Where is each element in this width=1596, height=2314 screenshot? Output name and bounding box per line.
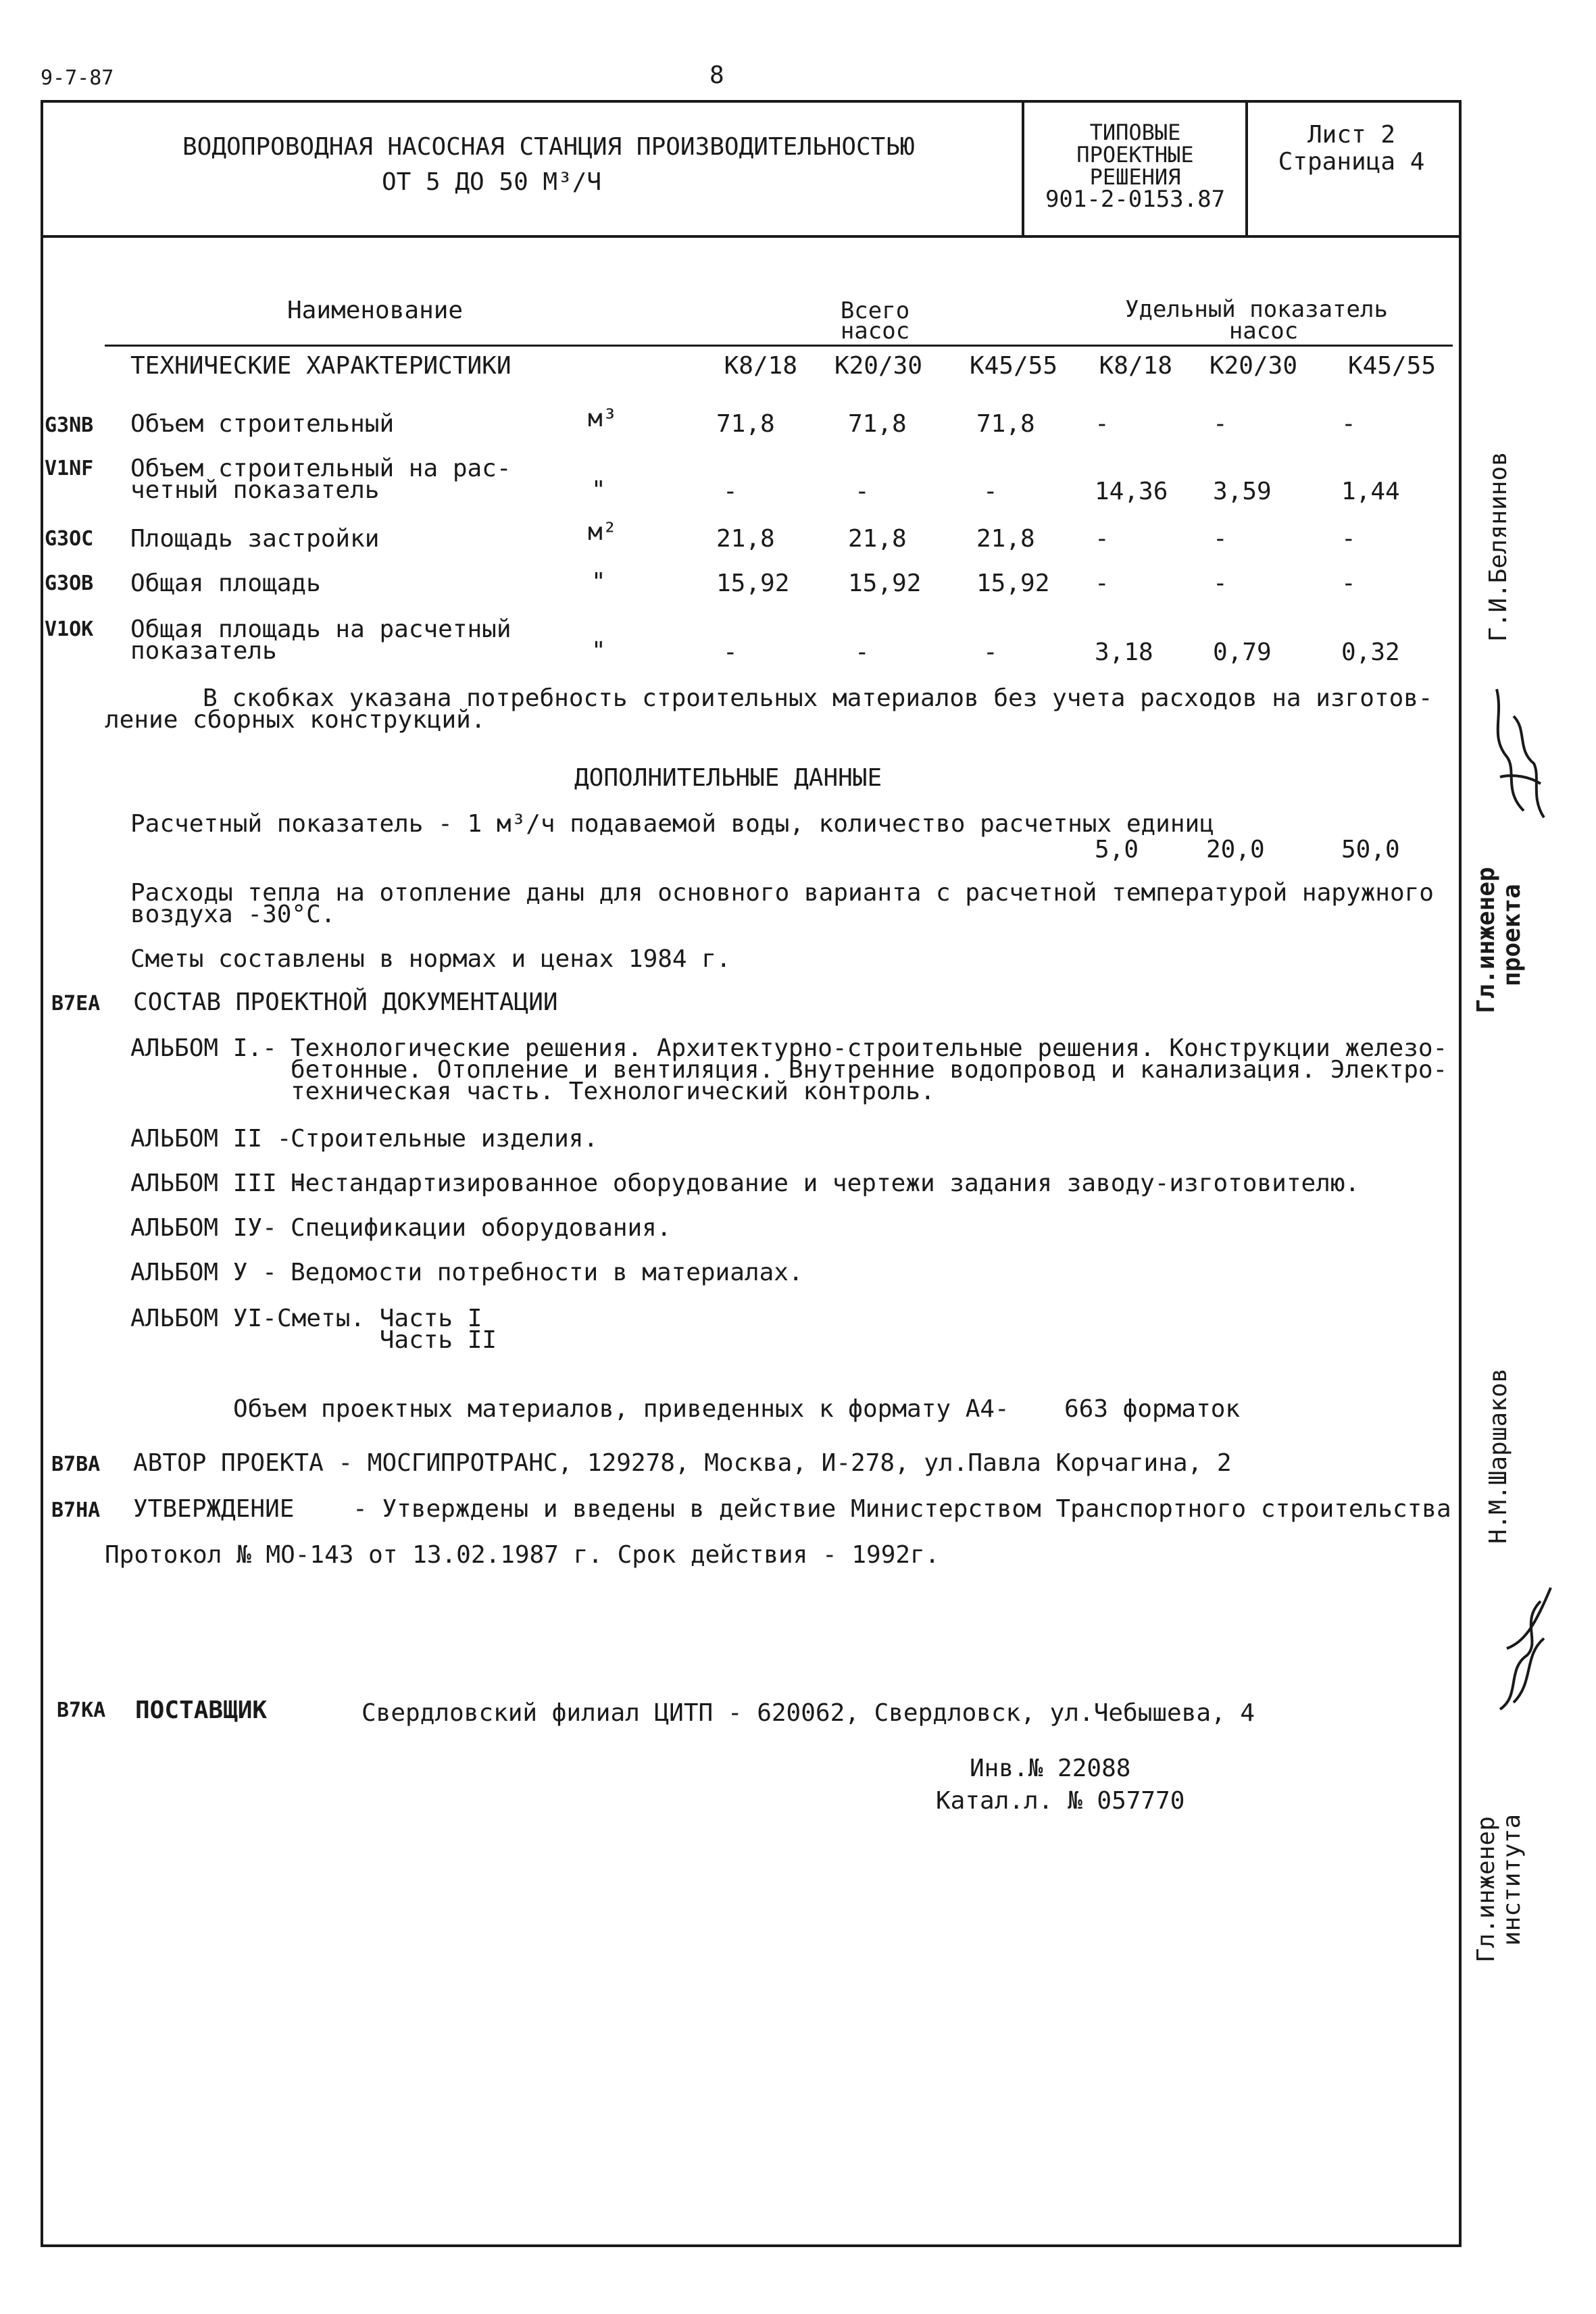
margin-role-institute: института (1498, 1813, 1526, 1946)
album-text: Технологические решения. Архитектурно-строительные решения. Конструкции железо- (291, 1034, 1448, 1062)
row-name: Общая площадь на расчетный (130, 615, 512, 643)
row-unit: м³ (588, 405, 618, 432)
margin-name-belyaninov: Г.И.Белянинов (1485, 451, 1512, 642)
row-value: 71,8 (848, 410, 907, 438)
composition-title: СОСТАВ ПРОЕКТНОЙ ДОКУМЕНТАЦИИ (133, 988, 558, 1016)
calc-indicator-line: Расчетный показатель - 1 м³/ч подаваемой воды, количество расчетных единиц (130, 810, 1214, 838)
album-text: Сметы. Часть I (277, 1305, 482, 1332)
row-value: - (983, 478, 998, 505)
row-name-cont: четный показатель (130, 476, 380, 504)
supplier-label: ПОСТАВЩИК (135, 1696, 268, 1724)
margin-role-project: проекта (1498, 884, 1526, 986)
signature-belyaninov-icon (1476, 676, 1557, 838)
typical-line3: РЕШЕНИЯ (1089, 164, 1181, 190)
specific-header-line1: Удельный показатель (1125, 296, 1388, 323)
album-text: Часть II (277, 1326, 497, 1354)
section-tech-characteristics: ТЕХНИЧЕСКИЕ ХАРАКТЕРИСТИКИ (130, 352, 512, 380)
album-label: АЛЬБОМ УI- (130, 1305, 277, 1332)
row-value: - (1213, 570, 1228, 597)
row-value: - (1213, 410, 1228, 438)
album-text: техническая часть. Технологический контроль. (291, 1078, 935, 1105)
estimates-note: Сметы составлены в нормах и ценах 1984 г. (130, 945, 731, 973)
row-value: - (1213, 525, 1228, 553)
table-header-rule (105, 345, 1453, 347)
row-value: 3,18 (1095, 638, 1153, 666)
row-code: V1OK (45, 618, 94, 641)
heat-note-line1: Расходы тепла на отопление даны для основного варианта с расчетной температурой наружного (130, 879, 1434, 907)
album-text: Ведомости потребности в материалах. (291, 1259, 803, 1286)
row-name: Объем строительный на рас- (130, 455, 512, 482)
volume-value: 663 форматок (1064, 1395, 1241, 1423)
row-value: - (1095, 410, 1109, 438)
calc-value: 5,0 (1095, 836, 1139, 863)
additional-data-title: ДОПОЛНИТЕЛЬНЫЕ ДАННЫЕ (574, 764, 882, 792)
supplier-text: Свердловский филиал ЦИТП - 620062, Свердловск, ул.Чебышева, 4 (361, 1699, 1255, 1727)
row-value: 3,59 (1213, 478, 1272, 505)
total-header-line2: насос (840, 318, 910, 345)
row-name-cont: показатель (130, 637, 277, 665)
pump-col-2: К20/30 (834, 352, 922, 380)
header-title-line2: ОТ 5 ДО 50 М³/Ч (382, 168, 602, 196)
brackets-note-line1: В скобках указана потребность строительных материалов без учета расходов на изготов- (203, 684, 1433, 712)
volume-text: Объем проектных материалов, приведенных к формату А4- (233, 1395, 1009, 1423)
calc-value: 20,0 (1206, 836, 1265, 863)
row-name: Общая площадь (130, 570, 321, 597)
brackets-note-line2: ление сборных конструкций. (105, 706, 486, 734)
row-value: 0,79 (1213, 638, 1272, 666)
row-value: - (1095, 525, 1109, 553)
document-code: 9-7-87 (41, 66, 114, 90)
row-unit: м² (588, 518, 618, 546)
album-text: Нестандартизированное оборудование и чертежи задания заводу-изготовителю. (291, 1169, 1360, 1197)
specific-header-line2: насос (1228, 318, 1299, 345)
row-value: 0,32 (1341, 638, 1400, 666)
album-text: бетонные. Отопление и вентиляция. Внутренние водопровод и канализация. Электро- (291, 1056, 1448, 1084)
row-value: - (855, 478, 870, 505)
album-label: АЛЬБОМ IУ- (130, 1214, 277, 1242)
row-value: 21,8 (848, 525, 907, 553)
margin-role-chief-engineer-institute: Гл.инженер (1472, 1816, 1500, 1963)
album-label: АЛЬБОМ III - (130, 1169, 307, 1197)
row-value: - (855, 638, 870, 666)
row-code: V1NF (45, 457, 94, 480)
pump-col-3: К45/55 (969, 352, 1057, 380)
signature-sharshakov-icon (1487, 1574, 1561, 1730)
pump-col-1: К8/18 (724, 352, 797, 380)
catalog-number: Катал.л. № 057770 (936, 1787, 1185, 1815)
margin-name-sharshakov: Н.М.Шаршаков (1485, 1367, 1512, 1544)
sheet-label: Лист 2 (1307, 121, 1396, 149)
row-name: Площадь застройки (130, 525, 380, 553)
row-code: G3OB (45, 572, 94, 595)
supplier-code: B7KA (57, 1699, 106, 1722)
typical-solutions-block (1027, 122, 1243, 211)
heat-note-line2: воздуха -30°С. (130, 901, 336, 928)
page-label: Страница 4 (1278, 148, 1425, 176)
row-unit: " (591, 568, 606, 596)
row-value: - (723, 638, 738, 666)
row-value: 21,8 (976, 525, 1035, 553)
album-label: АЛЬБОМ У - (130, 1259, 277, 1286)
col-name-header: Наименование (287, 297, 464, 324)
typical-line2: ПРОЕКТНЫЕ (1076, 142, 1194, 168)
row-value: 1,44 (1341, 478, 1400, 505)
row-value: - (723, 478, 738, 505)
row-value: 14,36 (1095, 478, 1168, 505)
row-value: - (983, 638, 998, 666)
album-label: АЛЬБОМ I.- (130, 1034, 277, 1062)
pump-col-4: К8/18 (1099, 352, 1172, 380)
approval-code: B7HA (51, 1499, 101, 1522)
pump-col-5: К20/30 (1209, 352, 1297, 380)
album-label: АЛЬБОМ II - (130, 1125, 292, 1153)
row-value: - (1095, 570, 1109, 597)
album-text: Строительные изделия. (291, 1125, 599, 1153)
row-code: G3NB (45, 413, 94, 437)
row-value: 15,92 (716, 570, 790, 597)
row-name: Объем строительный (130, 410, 395, 438)
row-code: G3OC (45, 527, 94, 551)
inventory-number: Инв.№ 22088 (970, 1755, 1131, 1782)
typical-line4: 901-2-0153.87 (1045, 186, 1226, 213)
sheet-block (1250, 122, 1453, 176)
author-code: B7BA (51, 1453, 101, 1476)
header-divider (41, 235, 1462, 238)
row-unit: " (591, 476, 606, 504)
row-value: 15,92 (976, 570, 1050, 597)
row-unit: " (591, 637, 606, 665)
row-value: 15,92 (848, 570, 922, 597)
calc-value: 50,0 (1341, 836, 1400, 863)
album-text: Спецификации оборудования. (291, 1214, 672, 1242)
row-value: - (1341, 410, 1356, 438)
row-value: 71,8 (716, 410, 775, 438)
margin-role-chief-engineer-project: Гл.инженер (1472, 867, 1500, 1013)
author-text: АВТОР ПРОЕКТА - МОСГИПРОТРАНС, 129278, Москва, И-278, ул.Павла Корчагина, 2 (133, 1449, 1232, 1477)
row-value: 71,8 (976, 410, 1035, 438)
header-vline-2 (1245, 100, 1248, 236)
row-value: 21,8 (716, 525, 775, 553)
protocol-text: Протокол № МО-143 от 13.02.1987 г. Срок действия - 1992г. (105, 1541, 940, 1569)
row-value: - (1341, 525, 1356, 553)
typical-line1: ТИПОВЫЕ (1089, 120, 1181, 145)
page-number: 8 (709, 61, 724, 89)
header-title-line1: ВОДОПРОВОДНАЯ НАСОСНАЯ СТАНЦИЯ ПРОИЗВОДИТЕЛЬНОСТЬЮ (182, 133, 915, 161)
total-header-line1: Всего (840, 297, 910, 324)
pump-col-6: К45/55 (1347, 352, 1436, 380)
header-vline-1 (1022, 100, 1024, 236)
approval-text: УТВЕРЖДЕНИЕ - Утверждены и введены в действие Министерством Транспортного строительства (133, 1495, 1451, 1523)
row-value: - (1341, 570, 1356, 597)
composition-code: B7EA (51, 992, 101, 1015)
